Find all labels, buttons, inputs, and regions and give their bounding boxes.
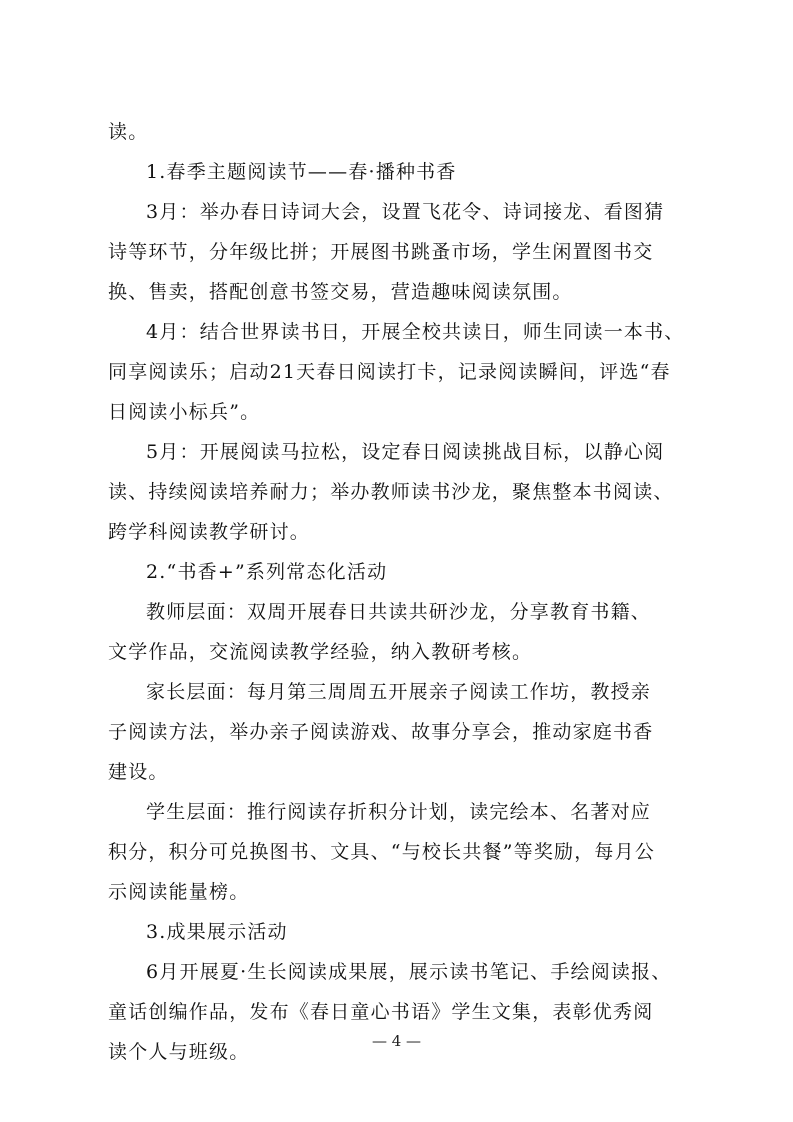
text-line: 同享阅读乐；启动21天春日阅读打卡，记录阅读瞬间，评选“春 — [108, 361, 671, 383]
text-line: 读个人与班级。 — [108, 1041, 250, 1063]
text-line: 学生层面：推行阅读存折积分计划，读完绘本、名著对应 — [146, 801, 652, 823]
text-line: 教师层面：双周开展春日共读共研沙龙，分享教育书籍、 — [146, 601, 652, 623]
text-line: 6月开展夏·生长阅读成果展，展示读书笔记、手绘阅读报、 — [146, 961, 672, 983]
text-line: 5月：开展阅读马拉松，设定春日阅读挑战目标，以静心阅 — [146, 441, 665, 463]
text-line: 换、售卖，搭配创意书签交易，营造趣味阅读氛围。 — [108, 281, 573, 303]
text-line: 文学作品，交流阅读教学经验，纳入教研考核。 — [108, 641, 533, 663]
text-line: 子阅读方法，举办亲子阅读游戏、故事分享会，推动家庭书香 — [108, 721, 654, 743]
document-body — [108, 112, 688, 1072]
text-line: 读、持续阅读培养耐力；举办教师读书沙龙，聚焦整本书阅读、 — [108, 481, 674, 503]
text-line: 读。 — [108, 121, 149, 143]
page-number: — 4 — — [371, 1032, 422, 1050]
text-line: 积分，积分可兑换图书、文具、“与校长共餐”等奖励，每月公 — [108, 841, 656, 863]
text-line: 示阅读能量榜。 — [108, 881, 250, 903]
text-line: 3月：举办春日诗词大会，设置飞花令、诗词接龙、看图猜 — [146, 201, 665, 223]
text-line: 日阅读小标兵”。 — [108, 401, 261, 423]
section-heading-achievements: 3.成果展示活动 — [146, 921, 288, 943]
text-line: 诗等环节，分年级比拼；开展图书跳蚤市场，学生闲置图书交 — [108, 241, 654, 263]
text-line: 家长层面：每月第三周周五开展亲子阅读工作坊，教授亲 — [146, 681, 652, 703]
text-line: 建设。 — [108, 761, 169, 783]
text-line: 4月：结合世界读书日，开展全校共读日，师生同读一本书、 — [146, 321, 685, 343]
section-heading-spring-festival: 1.春季主题阅读节——春·播种书香 — [146, 161, 457, 183]
text-line: 童话创编作品，发布《春日童心书语》学生文集，表彰优秀阅 — [108, 1001, 654, 1023]
text-line: 跨学科阅读教学研讨。 — [108, 521, 311, 543]
section-heading-routine-activities: 2.“书香+”系列常态化活动 — [146, 561, 388, 583]
